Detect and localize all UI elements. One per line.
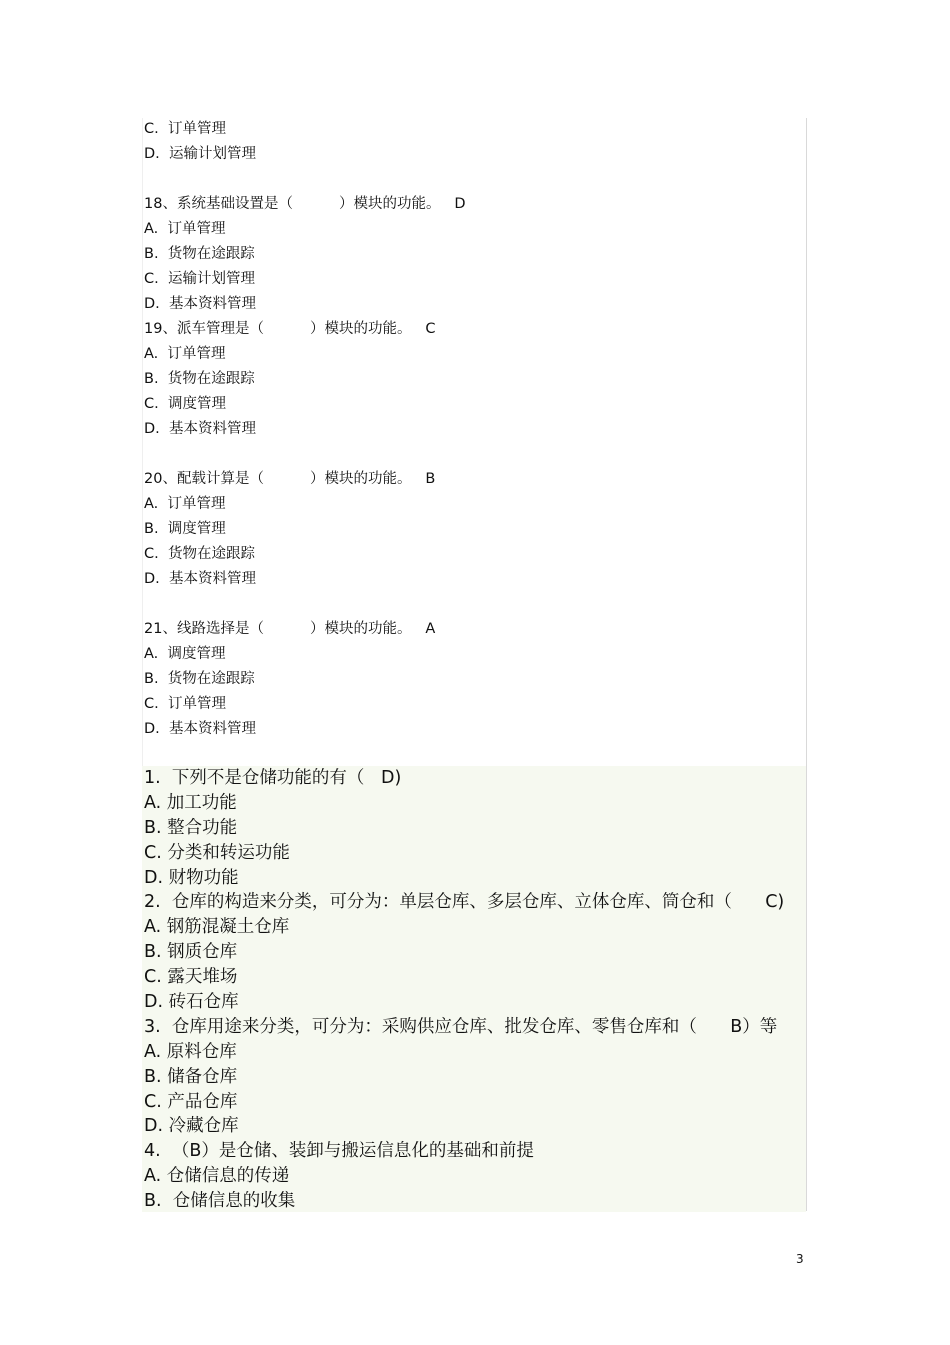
- answer-option: A. 加工功能: [144, 792, 237, 813]
- answer-option: D. 运输计划管理: [144, 146, 256, 162]
- page-frame-right-rule: [806, 118, 807, 1211]
- answer-option: D. 砖石仓库: [144, 992, 239, 1013]
- transport-questions-section: [144, 117, 804, 742]
- answer-option: C. 运输计划管理: [144, 271, 255, 287]
- answer-option: A. 仓储信息的传递: [144, 1166, 290, 1187]
- answer-option: D. 基本资料管理: [144, 421, 256, 437]
- page-number: 3: [796, 1252, 804, 1266]
- answer-option: B. 仓储信息的收集: [144, 1191, 296, 1212]
- blank-spacer: [144, 167, 804, 192]
- answer-option: B. 货物在途跟踪: [144, 671, 255, 687]
- answer-option: B. 调度管理: [144, 521, 226, 537]
- blank-spacer: [144, 442, 804, 467]
- answer-option: C. 调度管理: [144, 396, 226, 412]
- question-stem: 18、系统基础设置是（ ）模块的功能。 D: [144, 196, 466, 212]
- answer-option: A. 调度管理: [144, 646, 226, 662]
- answer-option: D. 冷藏仓库: [144, 1116, 239, 1137]
- answer-option: A. 订单管理: [144, 346, 226, 362]
- answer-option: A. 原料仓库: [144, 1041, 237, 1062]
- question-stem: 19、派车管理是（ ）模块的功能。 C: [144, 321, 436, 337]
- answer-option: C. 分类和转运功能: [144, 842, 290, 863]
- answer-option: C. 货物在途跟踪: [144, 546, 255, 562]
- answer-option: A. 钢筋混凝土仓库: [144, 917, 290, 938]
- answer-option: A. 订单管理: [144, 221, 226, 237]
- question-stem: 21、线路选择是（ ）模块的功能。 A: [144, 621, 436, 637]
- answer-option: C. 产品仓库: [144, 1091, 238, 1112]
- page-frame-left-rule: [142, 118, 143, 768]
- answer-option: D. 基本资料管理: [144, 571, 256, 587]
- answer-option: D. 基本资料管理: [144, 296, 256, 312]
- answer-option: B. 整合功能: [144, 817, 238, 838]
- question-stem: 4. （B）是仓储、装卸与搬运信息化的基础和前提: [144, 1141, 534, 1162]
- warehouse-questions-section: [144, 766, 804, 1214]
- question-stem: 1. 下列不是仓储功能的有（ D): [144, 768, 402, 788]
- question-stem: 20、配载计算是（ ）模块的功能。 B: [144, 471, 436, 487]
- answer-option: B. 钢质仓库: [144, 942, 238, 963]
- question-stem: 3. 仓库用途来分类，可分为：采购供应仓库、批发仓库、零售仓库和（ B）等: [144, 1016, 778, 1037]
- answer-option: C. 订单管理: [144, 696, 226, 712]
- answer-option: C. 订单管理: [144, 121, 226, 137]
- answer-option: B. 货物在途跟踪: [144, 246, 255, 262]
- question-stem: 2. 仓库的构造来分类，可分为：单层仓库、多层仓库、立体仓库、筒仓和（ C): [144, 892, 785, 913]
- answer-option: D. 基本资料管理: [144, 721, 256, 737]
- answer-option: D. 财物功能: [144, 867, 239, 888]
- blank-spacer: [144, 592, 804, 617]
- answer-option: C. 露天堆场: [144, 967, 238, 988]
- answer-option: A. 订单管理: [144, 496, 226, 512]
- answer-option: B. 储备仓库: [144, 1066, 238, 1087]
- answer-option: B. 货物在途跟踪: [144, 371, 255, 387]
